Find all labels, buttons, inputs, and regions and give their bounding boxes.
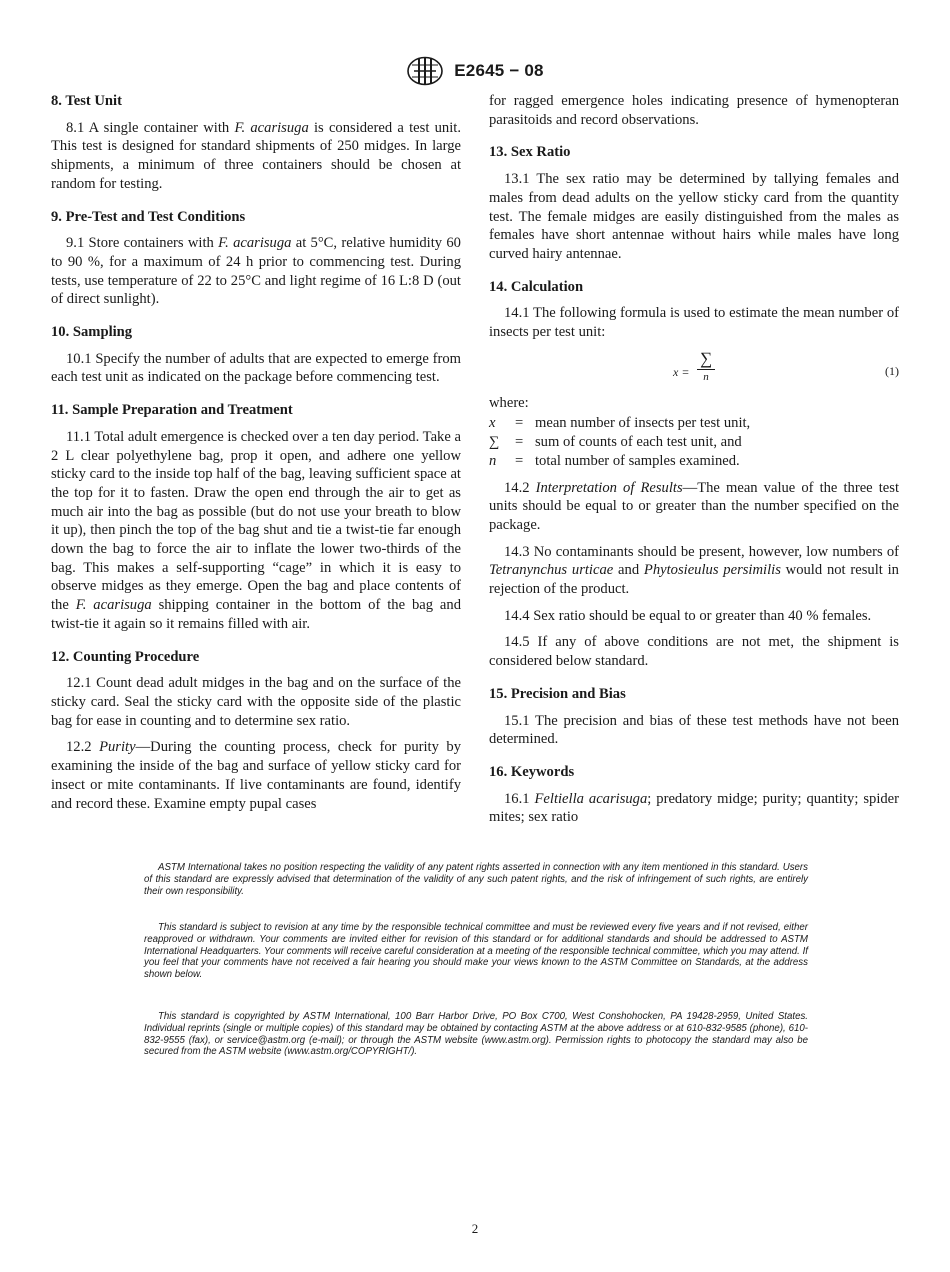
paragraph: 8.1 A single container with F. acarisuga is considered a test unit. This test is designed for standard shipments of 250 midges. In large shipments, a minimum of three containers should be chosen at random for testing.: [51, 119, 461, 192]
section-heading: 14. Calculation: [489, 278, 584, 295]
section-heading: 16. Keywords: [489, 763, 575, 780]
section-heading: 13. Sex Ratio: [489, 144, 571, 161]
paragraph: 12.1 Count dead adult midges in the bag and on the surface of the sticky card. Seal the sticky card with the opposite side of the plastic bag for ease in counting and to determine sex ratio.: [51, 675, 461, 729]
paragraph: 15.1 The precision and bias of these test methods have not been determined.: [489, 712, 899, 748]
section-heading: 9. Pre-Test and Test Conditions: [51, 208, 246, 225]
definition-row: ∑ = sum of counts of each test unit, and: [489, 434, 742, 451]
equation-number: (1): [885, 363, 899, 378]
paragraph: 14.1 The following formula is used to estimate the mean number of insects per test unit:: [489, 305, 899, 341]
right-column: [489, 92, 899, 835]
section-heading: 8. Test Unit: [51, 93, 122, 109]
section-heading: 10. Sampling: [51, 324, 133, 341]
definition-row: x = mean number of insects per test unit,: [489, 415, 751, 432]
paragraph: 11.1 Total adult emergence is checked over a ten day period. Take a 2 L clear polyethylene bag, prop it open, and adhere one yellow sticky card to the inside top half of the bag, leaving sufficient space at the top for it to fasten. Draw the open end through the air to get as much air into the bag as possible (but do not use your breath to blow it up), then pinch the top of the bag shut and tie a twist-tie far enough down the bag to force the air to inflate the lower two-thirds of the bag. This makes a self-supporting “cage” in which it is easy to observe midges as they emerge. Open the bag and place contents of the F. acarisuga shipping container in the bottom of the bag and twist-tie it again so it remains filled with air.: [51, 428, 461, 632]
paragraph: 10.1 Specify the number of adults that are expected to emerge from each test unit as indicated on the package before commencing test.: [51, 350, 461, 386]
paragraph: 9.1 Store containers with F. acarisuga at 5°C, relative humidity 60 to 90 %, for a maximum of 24 h prior to commencing test. During tests, use temperature of 22 to 25°C and light regime of 16 L:8 D (out of direct sunlight).: [51, 235, 461, 308]
document-title: E2645 − 08: [454, 61, 544, 80]
section-heading: 11. Sample Preparation and Treatment: [51, 402, 293, 419]
left-column: [51, 92, 461, 821]
paragraph: 14.5 If any of above conditions are not met, the shipment is considered below standard.: [489, 634, 899, 670]
paragraph: 12.2 Purity—During the counting process, check for purity by examining the inside of the bag and surface of yellow sticky card for insect or mite contaminants. If live contaminants are found, identify and record these. Examine empty pupal cases: [51, 739, 462, 812]
section-heading: 12. Counting Procedure: [51, 648, 200, 665]
equation-denominator: n: [703, 370, 709, 383]
definition-row: n = total number of samples examined.: [489, 452, 740, 469]
astm-logo-icon: [406, 56, 444, 86]
where-label: where:: [489, 394, 529, 411]
footer-notice: This standard is subject to revision at any time by the responsible technical committee and must be reviewed every five years and if not revised, either reapproved or withdrawn. Your comments are invited either for revision of this standard or for additional standards and should be addressed to ASTM International Headquarters. Your comments will receive careful consideration at a meeting of the responsible technical committee, which you may attend. If you feel that your comments have not received a fair hearing you should make your views known to the ASTM Committee on Standards, at the address shown below.: [144, 922, 808, 981]
paragraph: 14.2 Interpretation of Results—The mean value of the three test units should be equal to or greater than the number specified on the package.: [489, 479, 899, 533]
paragraph: 14.3 No contaminants should be present, however, low numbers of Tetranynchus urticae and Phytosieulus persimilis would not result in rejection of the product.: [489, 543, 899, 598]
definition-list: [489, 414, 899, 470]
page-number: 2: [471, 1221, 479, 1236]
equation: [489, 350, 899, 390]
footer-notice: This standard is copyrighted by ASTM International, 100 Barr Harbor Drive, PO Box C700, West Conshohocken, PA 19428-2959, United States. Individual reprints (single or multiple copies) of this standard may be obtained by contacting ASTM at the above address or at 610-832-9585 (phone), 610-832-9555 (fax), or service@astm.org (e-mail); or through the ASTM website (www.astm.org). Permission rights to photocopy the standard may also be secured from the ASTM website (www.astm.org/COPYRIGHT/).: [144, 1011, 808, 1058]
section-heading: 15. Precision and Bias: [489, 685, 626, 702]
equation-lhs: x =: [673, 364, 690, 379]
footer-notice: ASTM International takes no position respecting the validity of any patent rights asserted in connection with any item mentioned in this standard. Users of this standard are expressly advised that determination of the validity of any such patent rights, and the risk of infringement of such rights, are entirely their own responsibility.: [144, 862, 808, 897]
paragraph: 16.1 Feltiella acarisuga; predatory midge; purity; quantity; spider mites; sex ratio: [489, 790, 900, 826]
equation-numerator: ∑: [699, 348, 713, 368]
page-header: [0, 56, 950, 86]
equation-fraction: [697, 350, 715, 383]
paragraph: 14.4 Sex ratio should be equal to or greater than 40 % females.: [504, 607, 872, 624]
paragraph-continued: for ragged emergence holes indicating presence of hymenopteran parasitoids and record observations.: [489, 93, 899, 128]
paragraph: 13.1 The sex ratio may be determined by tallying females and males from dead adults on the yellow sticky card from the quantity test. The female midges are easily distinguished from the males as females have short antennae without hairs while males have long curved hairy antennae.: [489, 171, 899, 262]
